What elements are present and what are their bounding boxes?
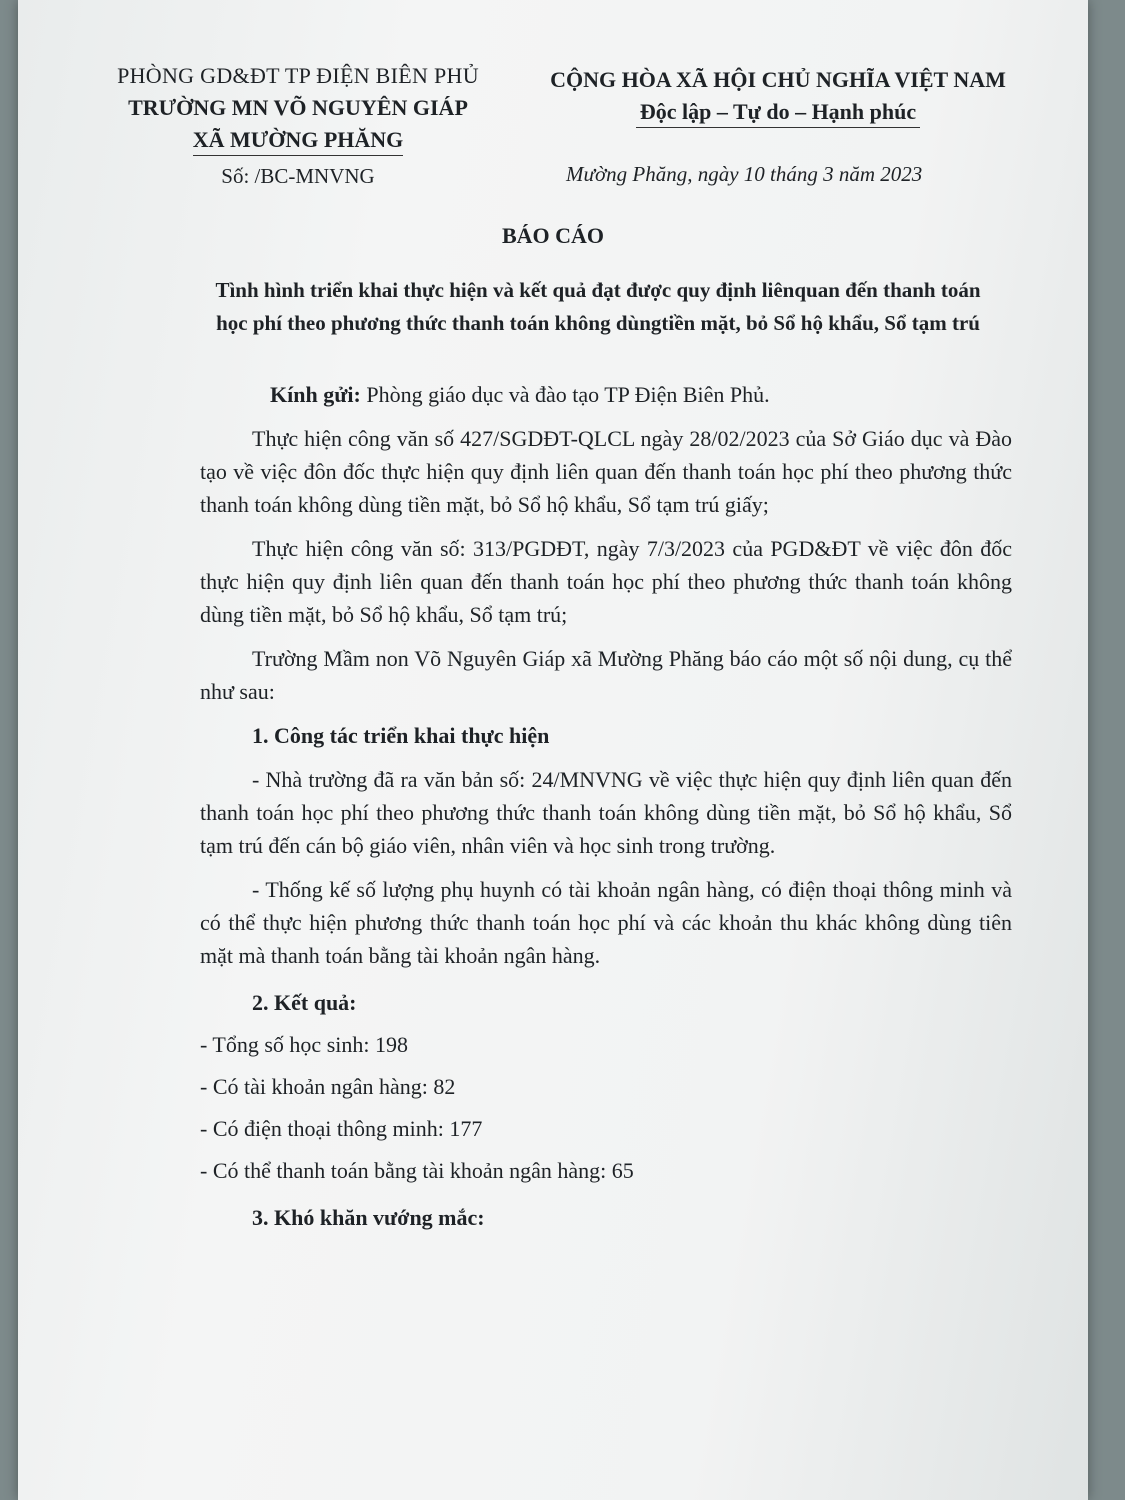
document-subtitle: Tình hình triển khai thực hiện và kết quả đạt được quy định liênquan đến thanh toán học phí theo phương thức thanh toán không dùngtiền mặt, bỏ Sổ hộ khẩu, Sổ tạm trú	[215, 278, 981, 335]
document-body	[200, 378, 1012, 1234]
national-motto: Độc lập – Tự do – Hạnh phúc	[636, 97, 920, 128]
section-3-heading-text: 3. Khó khăn vướng mắc:	[252, 1205, 485, 1230]
result-bank-accounts: - Có tài khoản ngân hàng: 82	[200, 1074, 456, 1099]
paragraph-1: Thực hiện công văn số 427/SGDĐT-QLCL ngày 28/02/2023 của Sở Giáo dục và Đào tạo về việc đôn đốc thực hiện quy định liên quan đến thanh toán học phí theo phương thức thanh toán không dùng tiền mặt, bỏ Sổ hộ khẩu, Sổ tạm trú giấy;	[200, 426, 1012, 517]
result-smartphones: - Có điện thoại thông minh: 177	[200, 1116, 483, 1141]
recipient-line	[200, 378, 1012, 411]
section-2-heading	[200, 986, 1012, 1019]
recipient-text: Phòng giáo dục và đào tạo TP Điện Biên Phủ.	[360, 382, 770, 407]
commune-name: XÃ MƯỜNG PHĂNG	[193, 125, 404, 156]
document-page	[18, 0, 1088, 1500]
issuer-block	[88, 60, 508, 192]
results-list	[200, 1028, 1012, 1187]
section-1-item-1: - Nhà trường đã ra văn bản số: 24/MNVNG về việc thực hiện quy định liên quan đến thanh toán học phí theo phương thức thanh toán không dùng tiền mặt, bỏ Sổ hộ khẩu, Sổ tạm trú đến cán bộ giáo viên, nhân viên và học sinh trong trường.	[200, 767, 1012, 858]
country-name: CỘNG HÒA XÃ HỘI CHỦ NGHĨA VIỆT NAM	[550, 67, 1006, 92]
school-name: TRƯỜNG MN VÕ NGUYÊN GIÁP	[128, 95, 468, 120]
paragraph-2: Thực hiện công văn số: 313/PGDĐT, ngày 7/3/2023 của PGD&ĐT về việc đôn đốc thực hiện quy định liên quan đến thanh toán học phí theo phương thức thanh toán không dùng tiền mặt, bỏ Sổ hộ khẩu, Sổ tạm trú;	[200, 536, 1012, 627]
section-1-heading-text: 1. Công tác triển khai thực hiện	[252, 723, 550, 748]
national-header	[518, 64, 1038, 128]
recipient-label: Kính gửi:	[270, 382, 361, 407]
place-date: Mường Phăng, ngày 10 tháng 3 năm 2023	[566, 162, 923, 186]
result-bank-payment: - Có thể thanh toán bằng tài khoản ngân hàng: 65	[200, 1158, 634, 1183]
document-number: Số: /BC-MNVNG	[221, 164, 375, 188]
section-2-heading-text: 2. Kết quả:	[252, 990, 357, 1015]
department-name: PHÒNG GD&ĐT TP ĐIỆN BIÊN PHỦ	[117, 63, 479, 88]
paragraph-3: Trường Mầm non Võ Nguyên Giáp xã Mường Phăng báo cáo một số nội dung, cụ thể như sau:	[200, 646, 1012, 704]
section-3-heading	[200, 1201, 1012, 1234]
document-title: BÁO CÁO	[501, 223, 605, 248]
section-1-item-2: - Thống kế số lượng phụ huynh có tài khoản ngân hàng, có điện thoại thông minh và có thể thực hiện phương thức thanh toán học phí và các khoản thu khác không dùng tiên mặt mà thanh toán bằng tài khoản ngân hàng.	[200, 877, 1012, 968]
section-1-heading	[200, 719, 1012, 752]
result-total-students: - Tổng số học sinh: 198	[200, 1032, 408, 1057]
